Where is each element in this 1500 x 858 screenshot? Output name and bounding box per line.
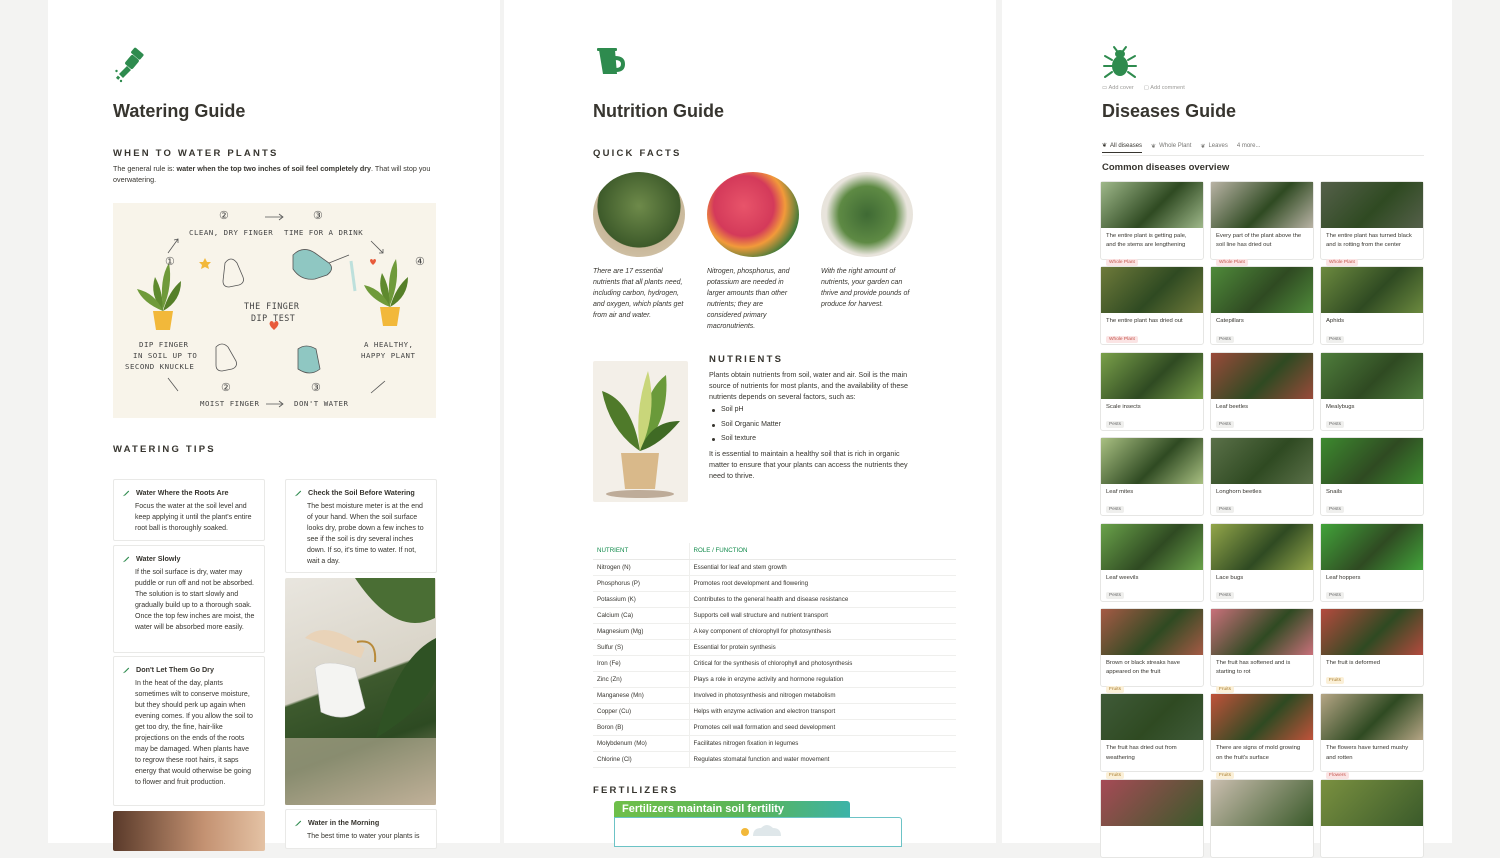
disease-card-image — [1321, 780, 1423, 826]
disease-card-image — [1101, 694, 1203, 740]
disease-card[interactable] — [1210, 608, 1314, 693]
disease-card-image — [1101, 609, 1203, 655]
pencil-tip-icon — [294, 819, 302, 827]
disease-card-title: There are signs of mold growing on the fruit's surface — [1216, 745, 1301, 761]
section-heading-nutrients: NUTRIENTS — [709, 354, 784, 365]
table-row: Manganese (Mn) Involved in photosynthesis and nitrogen metabolism — [593, 687, 956, 703]
disease-card-title: The flowers have turned mushy and rotten — [1326, 745, 1409, 761]
disease-card-image — [1321, 353, 1423, 399]
disease-card-title: Leaf hoppers — [1326, 574, 1361, 581]
disease-card-title: Scale insects — [1106, 403, 1141, 410]
disease-card-title: Leaf weevils — [1106, 574, 1139, 581]
finger-dip-test-illustration: ② ③ CLEAN, DRY FINGER TIME FOR A DRINK ① ④ THE FINGER DIP TEST DIP FINGER IN SOIL UP TO SECOND KNUCKLE A HEALTHY, HAPPY PLANT ② ③ MOIST FINGER DON'T WATER — [113, 203, 436, 418]
disease-card[interactable] — [1210, 181, 1314, 266]
disease-card-title: The fruit has softened and is starting to rot — [1216, 660, 1291, 676]
disease-card-image — [1101, 182, 1203, 228]
disease-card-title: Longhorn beetles — [1216, 489, 1262, 496]
disease-card-title: The entire plant has turned black and is rotting from the center — [1326, 233, 1412, 249]
disease-card-image — [1211, 609, 1313, 655]
disease-card-image — [1211, 438, 1313, 484]
tip-card[interactable]: Don't Let Them Go Dry In the heat of the day, plants sometimes wilt to conserve moisture, but they should perk up again when evening comes. If you allow the soil to get too dry, the fine, hair-like projections on the ends of the roots may be damaged. When plants have to regrow these root hairs, it saps energy that would otherwise be going to flower and fruit production. — [113, 656, 265, 806]
hand-photo — [113, 811, 265, 851]
disease-card[interactable] — [1210, 437, 1314, 516]
page-title: Watering Guide — [113, 101, 246, 121]
category-tag: Whole Plant — [1216, 259, 1248, 266]
disease-card-title: Every part of the plant above the soil line has dried out — [1216, 233, 1302, 249]
category-tag: Pests — [1216, 506, 1234, 513]
tab-whole-plant[interactable]: ❦ Whole Plant — [1151, 143, 1192, 150]
table-row: Iron (Fe) Critical for the synthesis of chlorophyll and photosynthesis — [593, 655, 956, 671]
watering-can-icon — [593, 44, 633, 84]
disease-card-image — [1101, 353, 1203, 399]
disease-card-image — [1101, 524, 1203, 570]
disease-card-image — [1101, 780, 1203, 826]
disease-card-title: Mealybugs — [1326, 403, 1355, 410]
disease-card[interactable] — [1210, 779, 1314, 858]
disease-card[interactable] — [1320, 779, 1424, 858]
watering-plant-photo — [285, 578, 436, 805]
disease-card-image — [1211, 267, 1313, 313]
gallery-view-title: Common diseases overview — [1102, 162, 1230, 173]
pencil-tip-icon — [122, 666, 130, 674]
disease-card[interactable] — [1100, 352, 1204, 431]
disease-card-image — [1211, 182, 1313, 228]
disease-card[interactable] — [1320, 693, 1424, 778]
disease-card[interactable] — [1210, 523, 1314, 602]
disease-card-title: Leaf mites — [1106, 489, 1134, 496]
tip-card[interactable]: Water in the Morning The best time to water your plants is — [285, 809, 437, 849]
category-tag: Fruits — [1216, 772, 1234, 779]
category-tag: Fruits — [1106, 772, 1124, 779]
table-row: Chlorine (Cl) Regulates stomatal function and water movement — [593, 751, 956, 767]
disease-card-title: Leaf beetles — [1216, 403, 1249, 410]
watering-nozzle-icon — [113, 44, 153, 84]
add-comment-button[interactable]: ▢ Add comment — [1143, 85, 1185, 91]
disease-card-title: Aphids — [1326, 318, 1345, 325]
tab-more[interactable]: 4 more... — [1236, 143, 1261, 149]
disease-card-image — [1211, 353, 1313, 399]
tip-card[interactable]: Water Where the Roots Are Focus the water at the soil level and keep applying it until the plant's entire root ball is thoroughly soaked. — [113, 479, 265, 541]
diseases-guide-page — [1002, 0, 1452, 843]
disease-card-title: Snails — [1326, 489, 1343, 496]
disease-card-image — [1321, 267, 1423, 313]
category-tag: Whole Plant — [1106, 336, 1138, 343]
table-row: Nitrogen (N) Essential for leaf and stem growth — [593, 559, 956, 575]
disease-card[interactable] — [1210, 352, 1314, 431]
sun-icon — [741, 828, 749, 836]
category-tag: Pests — [1326, 592, 1344, 599]
disease-card-image — [1211, 524, 1313, 570]
table-row: Molybdenum (Mo) Facilitates nitrogen fixation in legumes — [593, 735, 956, 751]
disease-card[interactable] — [1210, 266, 1314, 345]
pencil-tip-icon — [122, 489, 130, 497]
disease-card[interactable] — [1100, 181, 1204, 266]
disease-card-title: Catepillars — [1216, 318, 1244, 325]
disease-card[interactable] — [1100, 437, 1204, 516]
section-heading-quick-facts: QUICK FACTS — [593, 148, 682, 159]
database-view-tabs — [1102, 142, 1261, 153]
leaf-icon: ❦ — [1102, 143, 1108, 149]
category-tag: Fruits — [1216, 686, 1234, 693]
fertilizers-banner: Fertilizers maintain soil fertility — [614, 801, 850, 817]
section-heading-fertilizers: FERTILIZERS — [593, 785, 679, 796]
table-row: Boron (B) Promotes cell wall formation and seed development — [593, 719, 956, 735]
fact-image-houseplants — [821, 172, 913, 257]
page-title: Nutrition Guide — [593, 101, 724, 121]
section-heading-when-to-water: WHEN TO WATER PLANTS — [113, 148, 279, 159]
disease-card-title: Brown or black streaks have appeared on the fruit — [1106, 660, 1180, 676]
category-tag: Pests — [1216, 336, 1234, 343]
tab-all-diseases[interactable]: ❦ All diseases — [1102, 142, 1142, 153]
nutrition-guide-page: Nutrition Guide QUICK FACTS There are 17 essential nutrients that all plants need, including carbon, hydrogen, and oxygen, which plants get from air and water. Nitrogen, phosphorus, and potassium are needed in larger amounts than other nutrients; they are considered primary macronutrients. With the right amount of nutrients, your garden can thrive and provide pounds of produce for harvest. NUTRIENTS Plants obtain nutrients from soil, water and air. Soil is the main source of nutrients for most plants, and the availability of these nutrients depends on several factors, such as: Soil pH Soil Organic Matter Soil texture It is essential to maintain a healthy soil that is rich in organic matter to ensure that your plants can access the nutrients they need to thrive. NUTRIENT ROLE / FUNCTION Nitrogen (N) Essential for leaf and stem growth Phosphorus (P) Promotes root development and flowering Potassium (K) Contributes to the general health and disease resistance Calcium (Ca) Supports cell wall structure and nutrient transport Magnesium (Mg) A key component of chlorophyll for photosynthesis Sulfur (S) Essential for protein synthesis Iron (Fe) Critical for the synthesis of chlorophyll and photosynthesis Zinc (Zn) Plays a role in enzyme activity and hormone regulation Manganese (Mn) Involved in photosynthesis and nitrogen metabolism Copper (Cu) Helps with enzyme activation and electron transport Boron (B) Promotes cell wall formation and seed development Molybdenum (Mo) Facilitates nitrogen fixation in legumes Chlorine (Cl) Regulates stomatal function and water movement FERTILIZERS Fertilizers maintain soil fertility — [504, 0, 996, 843]
fact-image-plant — [593, 172, 685, 257]
disease-card[interactable] — [1210, 693, 1314, 778]
category-tag: Pests — [1326, 421, 1344, 428]
table-row: Copper (Cu) Helps with enzyme activation and electron transport — [593, 703, 956, 719]
table-row: Sulfur (S) Essential for protein synthesis — [593, 639, 956, 655]
category-tag: Pests — [1326, 506, 1344, 513]
disease-card-title: The fruit has dried out from weathering — [1106, 745, 1177, 761]
disease-card-title: The fruit is deformed — [1326, 660, 1381, 666]
disease-card-title: Lace bugs — [1216, 574, 1244, 581]
disease-card[interactable] — [1320, 608, 1424, 687]
disease-card[interactable] — [1100, 608, 1204, 693]
category-tag: Pests — [1106, 421, 1124, 428]
cloud-icon — [753, 825, 781, 836]
leaf-icon: ❦ — [1200, 143, 1206, 150]
category-tag: Whole Plant — [1106, 259, 1138, 266]
disease-card[interactable] — [1320, 352, 1424, 431]
disease-card[interactable] — [1320, 437, 1424, 516]
category-tag: Fruits — [1106, 686, 1124, 693]
plant-icon: ❦ — [1151, 143, 1157, 150]
tip-card[interactable]: Check the Soil Before Watering The best moisture meter is at the end of your hand. When the soil surface looks dry, probe down a few inches to see if the soil is dry several inches down. If so, it's time to water. If not, wait a day. — [285, 479, 437, 573]
pencil-tip-icon — [294, 489, 302, 497]
disease-card[interactable] — [1100, 523, 1204, 602]
category-tag: Pests — [1216, 421, 1234, 428]
watering-rule-text: The general rule is: water when the top two inches of soil feel completely dry. That will stop you overwatering. — [113, 164, 431, 184]
category-tag: Pests — [1106, 506, 1124, 513]
disease-card-image — [1101, 438, 1203, 484]
disease-card-image — [1211, 780, 1313, 826]
category-tag: Fruits — [1326, 677, 1344, 684]
disease-card[interactable] — [1320, 266, 1424, 345]
disease-card[interactable] — [1320, 181, 1424, 266]
disease-card-image — [1321, 438, 1423, 484]
table-row: Zinc (Zn) Plays a role in enzyme activity and hormone regulation — [593, 671, 956, 687]
bug-icon — [1100, 44, 1140, 84]
tip-card[interactable]: Water Slowly If the soil surface is dry, water may puddle or run off and not be absorbed. The solution is to start slowly and gradually build up to a thorough soak. Once the top few inches are moist, the water will be absorbed more easily. — [113, 545, 265, 653]
pencil-tip-icon — [122, 555, 130, 563]
disease-card-image — [1321, 694, 1423, 740]
table-row: Calcium (Ca) Supports cell wall structure and nutrient transport — [593, 607, 956, 623]
disease-card-image — [1211, 694, 1313, 740]
potted-plant-photo — [593, 361, 688, 502]
disease-card[interactable] — [1320, 523, 1424, 602]
nutrients-table: NUTRIENT ROLE / FUNCTION Nitrogen (N) Essential for leaf and stem growth Phosphorus (P) Promotes root development and flowering Potassium (K) Contributes to the general health and disease resistance Calcium (Ca) Supports cell wall structure and nutrient transport Magnesium (Mg) A key component of chlorophyll for photosynthesis Sulfur (S) Essential for protein synthesis Iron (Fe) Critical for the synthesis of chlorophyll and photosynthesis Zinc (Zn) Plays a role in enzyme activity and hormone regulation Manganese (Mn) Involved in photosynthesis and nitrogen metabolism Copper (Cu) Helps with enzyme activation and electron transport Boron (B) Promotes cell wall formation and seed development Molybdenum (Mo) Facilitates nitrogen fixation in legumes Chlorine (Cl) Regulates stomatal function and water movement — [593, 543, 956, 768]
soil-factors-list: Soil pH Soil Organic Matter Soil texture — [709, 403, 781, 447]
disease-card[interactable] — [1100, 779, 1204, 858]
tab-leaves[interactable]: ❦ Leaves — [1200, 143, 1228, 150]
disease-card-title: The entire plant has dried out — [1106, 318, 1183, 325]
page-meta-actions — [1102, 85, 1185, 91]
disease-card-image — [1101, 267, 1203, 313]
fact-image-tulips — [707, 172, 799, 257]
page-title: Diseases Guide — [1102, 101, 1237, 121]
disease-card-image — [1321, 609, 1423, 655]
disease-card-image — [1321, 524, 1423, 570]
disease-card-title: The entire plant is getting pale, and the stems are lengthening — [1106, 233, 1187, 249]
category-tag: Pests — [1326, 336, 1344, 343]
disease-card-image — [1321, 182, 1423, 228]
category-tag: Flowers — [1326, 772, 1349, 779]
category-tag: Pests — [1216, 592, 1234, 599]
add-cover-button[interactable]: ▭ Add cover — [1102, 85, 1134, 91]
category-tag: Whole Plant — [1326, 259, 1358, 266]
disease-card[interactable] — [1100, 266, 1204, 345]
section-heading-watering-tips: WATERING TIPS — [113, 444, 216, 455]
table-row: Magnesium (Mg) A key component of chlorophyll for photosynthesis — [593, 623, 956, 639]
watering-guide-page — [48, 0, 500, 843]
table-row: Potassium (K) Contributes to the general health and disease resistance — [593, 591, 956, 607]
disease-card[interactable] — [1100, 693, 1204, 778]
table-row: Phosphorus (P) Promotes root development and flowering — [593, 575, 956, 591]
category-tag: Pests — [1106, 592, 1124, 599]
fertilizers-callout — [614, 817, 902, 847]
